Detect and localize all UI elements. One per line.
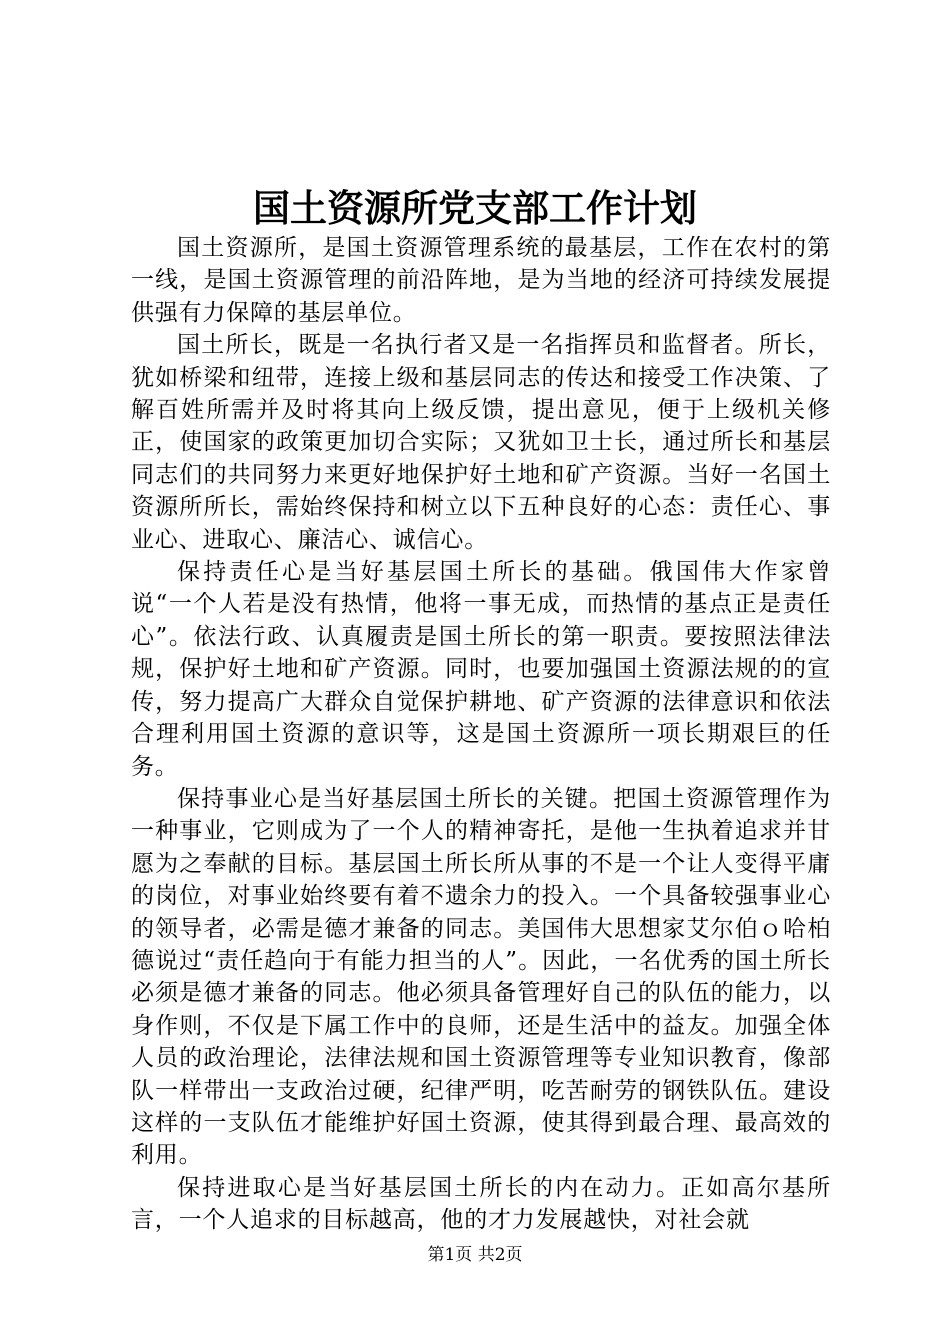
paragraph-4: 保持事业心是当好基层国土所长的关键。把国土资源管理作为一种事业，它则成为了一个人的精神寄托，是他一生执着追求并甘愿为之奉献的目标。基层国土所长所从事的不是一个让人变得平庸的岗位，对事业始终要有着不遗余力的投入。一个具备较强事业心的领导者，必需是德才兼备的同志。美国伟大思想家艾尔伯ｏ哈柏德说过“责任趋向于有能力担当的人”。因此，一名优秀的国土所长必须是德才兼备的同志。他必须具备管理好自己的队伍的能力，以身作则，不仅是下属工作中的良师，还是生活中的益友。加强全体人员的政治理论，法律法规和国土资源管理等专业知识教育，像部队一样带出一支政治过硬，纪律严明，吃苦耐劳的钢铁队伍。建设这样的一支队伍才能维护好国土资源，使其得到最合理、最高效的利用。: [131, 785, 831, 1169]
page-number-footer: 第1页 共2页: [427, 1245, 523, 1265]
paragraph-5: 保持进取心是当好基层国土所长的内在动力。正如高尔基所言，一个人追求的目标越高，他的才力发展越快，对社会就: [131, 1174, 831, 1234]
paragraph-3: 保持责任心是当好基层国土所长的基础。俄国伟大作家曾说“一个人若是没有热情，他将一事无成，而热情的基点正是责任心”。依法行政、认真履责是国土所长的第一职责。要按照法律法规，保护好土地和矿产资源。同时，也要加强国土资源法规的的宣传，努力提高广大群众自觉保护耕地、矿产资源的法律意识和依法合理利用国土资源的意识等，这是国土资源所一项长期艰巨的任务。: [131, 559, 831, 780]
paragraph-2: 国土所长，既是一名执行者又是一名指挥员和监督者。所长，犹如桥梁和纽带，连接上级和基层同志的传达和接受工作决策、了解百姓所需并及时将其向上级反馈，提出意见，便于上级机关修正，使国家的政策更加切合实际；又犹如卫士长，通过所长和基层同志们的共同努力来更好地保护好土地和矿产资源。当好一名国土资源所所长，需始终保持和树立以下五种良好的心态：责任心、事业心、进取心、廉洁心、诚信心。: [131, 332, 831, 553]
paragraph-1: 国土资源所，是国土资源管理系统的最基层，工作在农村的第一线，是国土资源管理的前沿阵地，是为当地的经济可持续发展提供强有力保障的基层单位。: [131, 235, 831, 326]
document-title: 国土资源所党支部工作计划: [253, 186, 697, 230]
document-body: [131, 232, 831, 1237]
